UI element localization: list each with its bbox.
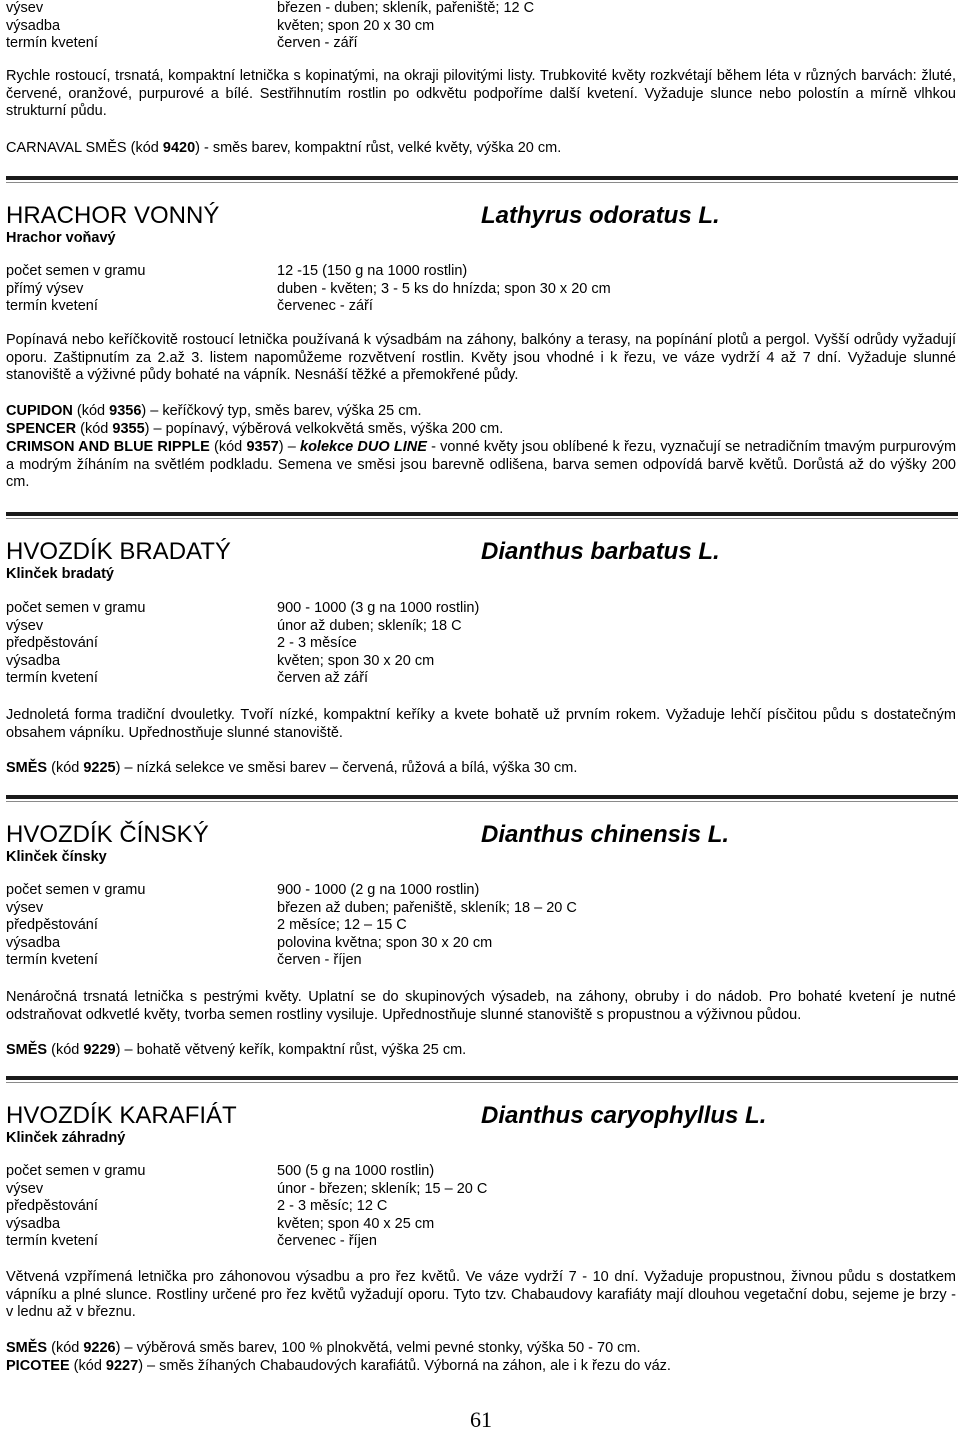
spec-value: 500 (5 g na 1000 rostlin) xyxy=(277,1163,435,1179)
variety-code: 9226 xyxy=(83,1340,116,1356)
section-divider xyxy=(6,795,958,802)
spec-label: termín kvetení xyxy=(6,952,98,969)
spec-value: duben - květen; 3 - 5 ks do hnízda; spon 30 x 20 cm xyxy=(277,280,611,297)
spec-value: 2 měsíce; 12 – 15 C xyxy=(277,917,407,934)
plant-title: HVOZDÍK ČÍNSKÝ xyxy=(6,821,209,848)
spec-label: výsev xyxy=(6,0,44,16)
section-header-cinsky xyxy=(6,821,956,869)
variety-desc: ) – směs žíhaných Chabaudových karafiátů. Výborná na záhon, ale i k řezu do váz. xyxy=(138,1358,671,1374)
variety-code: 9355 xyxy=(112,421,145,437)
spec-value: červenec - říjen xyxy=(277,1233,377,1250)
spec-value: červen až září xyxy=(277,670,369,687)
variety-desc: ) – bohatě větvený keřík, kompaktní růst, výška 25 cm. xyxy=(115,1042,467,1058)
spec-label: předpěstování xyxy=(6,917,98,934)
variety-desc: ) – nízká selekce ve směsi barev – červená, růžová a bílá, výška 30 cm. xyxy=(115,760,578,776)
variety-code: 9356 xyxy=(109,403,142,419)
section-header-hrachor xyxy=(6,202,956,250)
variety-line: SMĚS (kód 9225) – nízká selekce ve směsi barev – červená, růžová a bílá, výška 30 cm. xyxy=(6,760,578,776)
latin-name: Dianthus chinensis L. xyxy=(481,821,730,848)
spec-label: termín kvetení xyxy=(6,670,98,687)
plant-subtitle: Klinček bradatý xyxy=(6,566,114,582)
spec-label: výsadba xyxy=(6,17,61,34)
cinsky-specs xyxy=(6,882,956,970)
cinsky-description: Nenáročná trsnatá letnička s pestrými květy. Uplatní se do skupinových výsadeb, na záhony, obruby i do nádob. Pro bohaté kvetení je nutné odstraňovat odkvetlé květy, tvorba semen rostliny vysiluje. Upřednostňuje slunné stanoviště s propustnou a výživnou půdou. xyxy=(6,989,956,1023)
spec-value: 900 - 1000 (3 g na 1000 rostlin) xyxy=(277,600,480,616)
series-name: kolekce DUO LINE xyxy=(300,439,427,455)
spec-label: počet semen v gramu xyxy=(6,263,146,279)
spec-label: počet semen v gramu xyxy=(6,882,146,898)
variety-code: 9229 xyxy=(83,1042,116,1058)
variety-code: 9227 xyxy=(105,1358,139,1374)
spec-label: přímý výsev xyxy=(6,280,84,297)
hrachor-description: Popínavá nebo keříčkovitě rostoucí letnička používaná k výsadbám na záhony, balkóny a terasy, na popínání plotů a pergol. Vyšší odrůdy vyžadují oporu. Zaštipnutím za 2.až 3. listem napomůžeme rozvětvení rostlin. Květy jsou vhodné i k řezu, ve váze vydrží 4 až 7 dní. Vyžaduje slunné stanoviště a výživné půdy bohaté na vápník. Nesnáší těžké a přemokřené půdy. xyxy=(6,332,956,384)
variety-code: 9225 xyxy=(83,760,116,776)
spec-label: počet semen v gramu xyxy=(6,1163,146,1179)
karafiat-specs xyxy=(6,1163,956,1251)
section-divider xyxy=(6,512,958,519)
variety-line: CUPIDON (kód 9356) – keříčkový typ, směs barev, výška 25 cm. xyxy=(6,403,422,419)
spec-label: výsev xyxy=(6,899,44,916)
spec-label: termín kvetení xyxy=(6,1233,98,1250)
hrachor-specs xyxy=(6,263,956,316)
spec-value: 2 - 3 měsíce xyxy=(277,635,357,652)
variety-line: SMĚS (kód 9229) – bohatě větvený keřík, kompaktní růst, výška 25 cm. xyxy=(6,1042,467,1058)
latin-name: Dianthus caryophyllus L. xyxy=(481,1102,767,1129)
karafiat-description: Větvená vzpřímená letnička pro záhonovou výsadbu a pro řez květů. Ve váze vydrží 7 - 10 dní. Vyžaduje propustnou, živnou půdu s dostatkem vápníku a plné slunce. Rostliny určené pro řez květů vyžadují oporu. Tyto tzv. Chabaudovy karafiáty mají dlouhou vegetační dobu, sejeme je brzy - v lednu až v březnu. xyxy=(6,1269,956,1321)
variety-name: SPENCER xyxy=(6,421,77,437)
spec-label: termín kvetení xyxy=(6,35,98,52)
spec-value: březen až duben; pařeniště, skleník; 18 – 20 C xyxy=(277,899,577,916)
variety-desc: - vonné květy jsou oblíbené k řezu, vyznačují se netradičním tmavým purpurovým a modrým žíháním na světlém podkladu. Semena ve směsi jsou barevně odlišena, barva semen odpovídá barvě květů. Dorůstá až do výšky 200 cm. xyxy=(6,439,957,491)
latin-name: Dianthus barbatus L. xyxy=(481,538,720,565)
top-description: Rychle rostoucí, trsnatá, kompaktní letnička s kopinatými, na okraji pilovitými listy. Trubkovité květy rozkvétají během léta v různých barvách: žluté, červené, oranžové, purpurové a bílé. Sestřihnutím rostlin po odkvětu podpoříme další kvetení. Vyžaduje slunce nebo polostín a mírně vlhkou strukturní půdu. xyxy=(6,68,956,120)
spec-value: únor až duben; skleník; 18 C xyxy=(277,617,462,634)
spec-value: květen; spon 20 x 30 cm xyxy=(277,17,435,34)
section-header-karafiat xyxy=(6,1102,956,1150)
spec-label: termín kvetení xyxy=(6,298,98,315)
spec-value: červen - říjen xyxy=(277,952,362,969)
spec-value: červen - září xyxy=(277,35,358,52)
variety-code: 9420 xyxy=(162,140,196,156)
section-divider xyxy=(6,1076,958,1083)
spec-label: předpěstování xyxy=(6,635,98,652)
spec-value: květen; spon 30 x 20 cm xyxy=(277,652,435,669)
variety-name: SMĚS xyxy=(6,1042,48,1058)
spec-label: výsev xyxy=(6,1180,44,1197)
spec-label: výsadba xyxy=(6,934,61,951)
plant-title: HVOZDÍK KARAFIÁT xyxy=(6,1102,237,1129)
spec-value: únor - březen; skleník; 15 – 20 C xyxy=(277,1180,488,1197)
bradaty-specs xyxy=(6,600,956,688)
bradaty-description: Jednoletá forma tradiční dvouletky. Tvoří nízké, kompaktní keříky a kvete bohatě už prvním rokem. Vyžaduje lehčí písčitou půdu s dostatečným obsahem vápníku. Upřednostňuje slunné stanoviště. xyxy=(6,707,956,741)
variety-name: CUPIDON xyxy=(6,403,73,419)
variety-name: CRIMSON AND BLUE RIPPLE xyxy=(6,439,210,455)
latin-name: Lathyrus odoratus L. xyxy=(481,202,720,229)
spec-value: červenec - září xyxy=(277,298,373,315)
spec-value: polovina května; spon 30 x 20 cm xyxy=(277,934,493,951)
variety-name: CARNAVAL SMĚS xyxy=(6,140,127,156)
spec-value: 2 - 3 měsíc; 12 C xyxy=(277,1198,388,1215)
variety-name: PICOTEE xyxy=(6,1358,70,1374)
variety-desc: ) – keříčkový typ, směs barev, výška 25 cm. xyxy=(141,403,422,419)
variety-desc: ) – výběrová směs barev, 100 % plnokvětá, velmi pevné stonky, výška 50 - 70 cm. xyxy=(115,1340,641,1356)
plant-subtitle: Hrachor voňavý xyxy=(6,230,116,246)
variety-name: SMĚS xyxy=(6,1340,48,1356)
variety-desc: ) – popínavý, výběrová velkokvětá směs, výška 200 cm. xyxy=(144,421,504,437)
variety-desc: ) - směs barev, kompaktní růst, velké květy, výška 20 cm. xyxy=(195,140,562,156)
spec-label: počet semen v gramu xyxy=(6,600,146,616)
plant-title: HRACHOR VONNÝ xyxy=(6,202,220,229)
variety-line: SPENCER (kód 9355) – popínavý, výběrová velkokvětá směs, výška 200 cm. xyxy=(6,421,504,437)
top-variety: CARNAVAL SMĚS (kód 9420) - směs barev, kompaktní růst, velké květy, výška 20 cm. xyxy=(6,140,562,156)
variety-code: 9357 xyxy=(246,439,279,455)
plant-title: HVOZDÍK BRADATÝ xyxy=(6,538,231,565)
section-divider xyxy=(6,176,958,183)
section-header-bradaty xyxy=(6,538,956,586)
variety-line: CRIMSON AND BLUE RIPPLE (kód 9357) – kolekce DUO LINE - vonné květy jsou oblíbené k řezu, vyznačují se netradičním tmavým purpurovým a modrým žíháním na světlém podkladu. Semena ve směsi jsou barevně odlišena, barva semen odpovídá barvě květů. Dorůstá až do výšky 200 cm. xyxy=(6,439,957,491)
spec-label: výsadba xyxy=(6,652,61,669)
top-specs xyxy=(6,0,956,53)
variety-name: SMĚS xyxy=(6,760,48,776)
spec-value: březen - duben; skleník, pařeniště; 12 C xyxy=(277,0,535,16)
plant-subtitle: Klinček čínsky xyxy=(6,849,107,865)
spec-label: výsadba xyxy=(6,1215,61,1232)
spec-value: 12 -15 (150 g na 1000 rostlin) xyxy=(277,263,468,279)
variety-line: PICOTEE (kód 9227) – směs žíhaných Chabaudových karafiátů. Výborná na záhon, ale i k řezu do váz. xyxy=(6,1358,671,1374)
plant-subtitle: Klinček záhradný xyxy=(6,1130,126,1146)
variety-line: SMĚS (kód 9226) – výběrová směs barev, 100 % plnokvětá, velmi pevné stonky, výška 50 - 70 cm. xyxy=(6,1340,641,1356)
spec-label: výsev xyxy=(6,617,44,634)
spec-value: květen; spon 40 x 25 cm xyxy=(277,1215,435,1232)
spec-value: 900 - 1000 (2 g na 1000 rostlin) xyxy=(277,882,480,898)
spec-label: předpěstování xyxy=(6,1198,98,1215)
page-number: 61 xyxy=(470,1407,492,1432)
